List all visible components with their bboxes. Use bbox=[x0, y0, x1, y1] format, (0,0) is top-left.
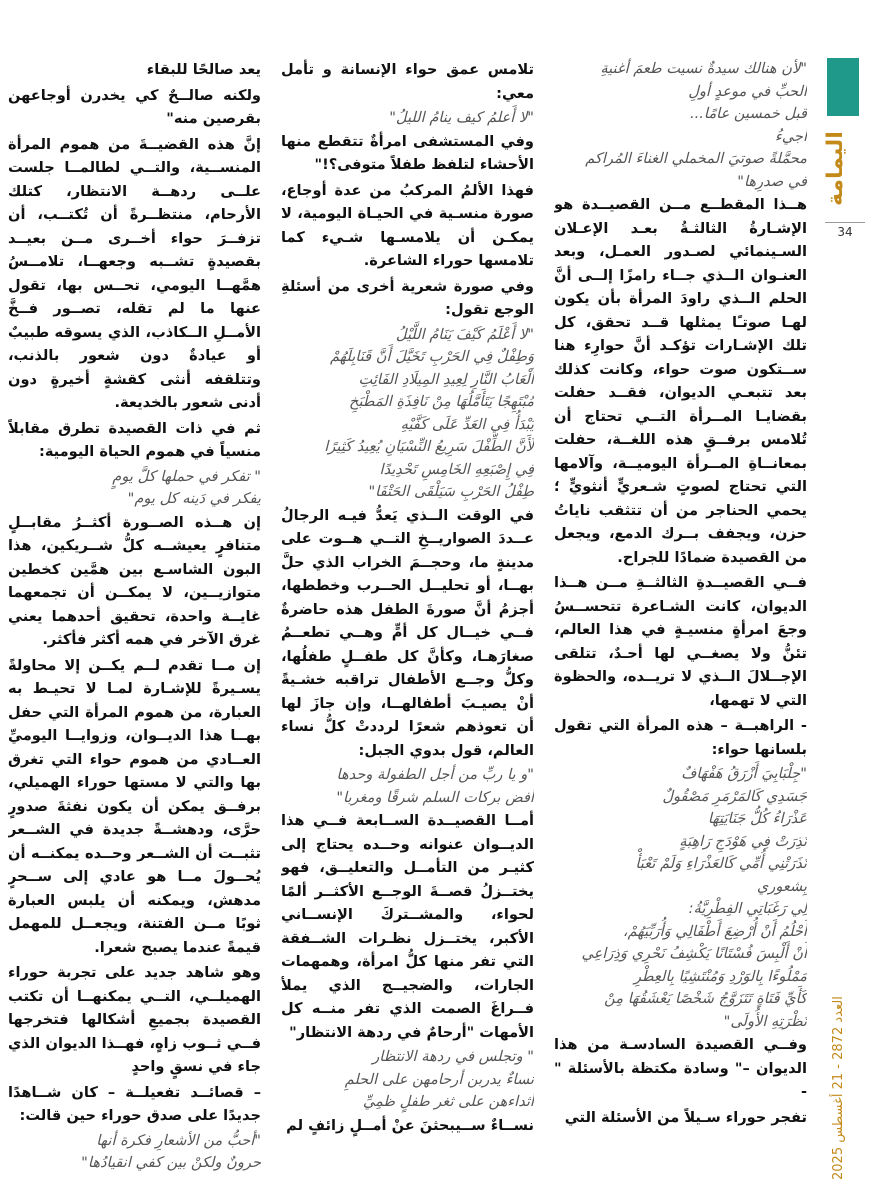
article-paragraph: وفي صورة شعرية أخرى من أسئلةِ الوجع تقول: bbox=[281, 277, 534, 318]
poem-line: طِفْلُ الحَرْبِ سَيَلْقَى الحَتْفَا" bbox=[368, 483, 534, 500]
poem-line: جَسَدِي كَالمَرْمَرِ مَصْقُولٌ bbox=[662, 787, 807, 805]
poem-line: "أحبُّ من الأشعارِ فكرة أنها bbox=[96, 1131, 261, 1149]
poem-line: قبل خمسين عامًا... bbox=[689, 105, 807, 122]
poem-line: " وتجلس في ردهة الانتظار bbox=[372, 1048, 534, 1065]
poem-line: "لا أَعْلَمُ كَيْفَ يَنَامُ اللَّيْلُ bbox=[395, 325, 534, 343]
poem-line: نَظْرَتِهِ الأُولَى" bbox=[723, 1012, 807, 1030]
article-paragraph: في الوقت الــذي يَعدُّ فيـه الرجالُ عــددَ الصواريــخِ التــي هــوت على مدينةٍ ما، وحجــمَ الخراب الذي حلَّ بهــا، أو تحليــل الحــرب وخططها، أجزمُ أنَّ صورةَ الطفل هذه حاضرةٌ فــي خيــال كل أمٍّ وهــي تطعــمُ صغارَهـا، وكأنَّ كل طفــلٍ طفلُها، وكلُّ وجــع الأطفال تراقبه خشـيةً أنْ يصيـبَ أطفالهــا، وإن جازَ لها أن تعوذهم شعرًا لرددتْ كلُّ نساء العالم، قول بدوي الجبل: bbox=[281, 506, 534, 759]
article-paragraph: هــذا المقطــع مــن القصيــدة هو الإشـارةُ الثالثـةُ بعـد الإعـلان السـينمائي لصـدور العمـل، وبعد العنـوان الــذي جــاء رامزًا إلــى أنَّ الحلم الــذي راودَ المرأة بأن يكون لهـا صوتـًا يمثلها قــد تحقق، كل تلك الإشـارات تؤكـد أنَّ حوارِء هنا ســتكون صوت حواء، وكانت كذلك بعد تتبعـي الديوان، فقــد حفلت بقضايـا المــرأة التــي تحتاج أن تُلامس برفــقٍ هذه اللغــة، حفلت بمعانــاةِ المــرأة اليوميــة، وآلامها التي تحتاج لصوتٍ شـعريٍّ أنثويٍّ ؛ يحمي الحناجر من أن تتثقب ناياتُ حزن، ويجفف بــرك الدمع، ويجعل من القصيدة ضمادًا للجراح. bbox=[554, 196, 807, 566]
poem-line: يَبْدَأُ فِي العَدِّ عَلَى كَفَّيْهِ bbox=[400, 415, 534, 433]
poem-line: كَأَيِّ فَتَاةٍ تَتَزَوَّجُ شَخْصًا يَعْشَقُهَا مِنْ bbox=[604, 990, 807, 1007]
poem-line: نُذِرَتْ فِي هَوْدَجِ رَاهِبَةٍ bbox=[679, 832, 807, 850]
article-columns bbox=[7, 58, 807, 1178]
poem-line: "لأن هنالك سيدةٌ نسيت طعمَ أغنيةِ bbox=[600, 60, 807, 77]
column-right bbox=[554, 58, 807, 1178]
article-paragraph: وفــي القصيدة السادسـة من هذا الديوان –" وسادة مكتظة بالأسئلة " - bbox=[554, 1036, 807, 1100]
article-paragraph: - الراهبــة – هذه المرأة التي تقول بلسانها حواء: bbox=[554, 717, 807, 758]
poem-line: أَحْلُمُ أَنْ أُرْضِعَ أَطْفَالِي وَأُرَبِّيَهُمْ، bbox=[622, 922, 807, 940]
poem-line: لِي رَغَبَاتِي الفِطْرِيَّةُ: bbox=[688, 900, 807, 917]
article-paragraph: يعد صالحًا للبقاء bbox=[146, 61, 261, 78]
article-paragraph: فهذا الألمُ المركبُ من عدة أوجاع، صورة منسـية في الحيـاة اليومية، لا يمكـن أن يلامسـها شـيء كما تلامسها حوراء الشاعرة. bbox=[281, 181, 534, 269]
poem-line: أَنْ أَلْبِسَ فُسْتَانًا يَكْشِفُ نَحْرِي وَذِرَاعِي bbox=[581, 945, 807, 962]
page-number: 34 bbox=[825, 222, 865, 239]
poem-line: بِشعوري bbox=[756, 877, 807, 895]
article-paragraph: تلامس عمق حواء الإنسانة و تأمل معي: bbox=[281, 61, 534, 102]
poem-line: الحبِّ في موعدٍ أولِ bbox=[688, 82, 807, 100]
poem-line: "لا أَعلمُ كيف ينامُ الليلُ" bbox=[389, 109, 534, 126]
poem-line: "و يا ربِّ من أجل الطفولة وحدها bbox=[336, 766, 534, 783]
column-left bbox=[8, 58, 261, 1178]
brand-color-block bbox=[827, 58, 859, 116]
poem-line: مَمْلُوءًا بِالوَرْدِ وَمُنْتَشِيًا بِالعِطْرِ bbox=[633, 967, 807, 985]
poem-line: في صدرِها" bbox=[737, 172, 807, 190]
poem-line: أفض بركات السلم شرقًا ومغربا" bbox=[336, 788, 534, 806]
article-paragraph: نســاءٌ ســيبحثنَ عنْ أمــلٍ زائفٍ لم bbox=[286, 1116, 534, 1134]
magazine-logo: اليمامة bbox=[823, 131, 848, 207]
poem-line: "جِلْبَابِيَ أَزْرَقُ هَفْهَافٌ bbox=[681, 765, 807, 782]
poem-line: وَطِفْلٌ فِي الحَرْبِ تَخَيَّلَ أَنَّ قَنَابِلَهُمْ bbox=[329, 348, 534, 365]
poem-line: أَلْعَابُ النَّارِ لِعِيدِ المِيلَادِ الفَائِتِ bbox=[358, 370, 534, 388]
article-paragraph: وفي المستشفى امرأةٌ تتقطع منها الأحشاء لتلفظ طفلاً متوفى؟!" bbox=[281, 132, 534, 173]
article-paragraph: – قصائــد تفعيلــة – كان شــاهدًا جديدًا على صدق حوراء حين قالت: bbox=[8, 1083, 261, 1124]
article-paragraph: فــي القصيــدةِ الثالثــةِ مــن هــذا الديوان، كانت الشـاعرة تتحســسُ وجعَ امرأةٍ منسيـةٍ في هذا العالم، تئنُّ ولا يصغــي لها أحـدٌ، تتلقى الإجــلالَ الــذي لا تريــده، والحظوة التي لا تهمها، bbox=[554, 574, 807, 709]
poem-line: نساءٌ يدربن أرحامهن على الحلمِ bbox=[344, 1070, 534, 1088]
poem-line: أثداءهن على ثغر طفلٍ ظمِيِّ bbox=[362, 1093, 534, 1110]
issue-info: العدد 2872 - 21 أغسطس 2025 bbox=[831, 996, 846, 1180]
poem-line: عَذْرَاءُ كُلُّ جَنَايَتِهَا bbox=[707, 810, 807, 827]
poem-line: لَأَنَّ الطِّفْلَ سَرِيعُ النِّسْيَانِ يُعِيدُ كَثِيرًا bbox=[324, 438, 534, 455]
article-paragraph: إنَّ هذه القضيــةَ من هموم المرأة المنســية، والتــي لطالمــا جلست علــى ردهــة الانتظار، كتلك الأرحام، منتظــرةً أن تُكتــب، أن تزفــرَ حواء أخــرى مــن بعيــد بقصيدةٍ تشــبه وجعهــا، تلامــسُ همَّهــا اليومي، تحــس بها، تقول عنها ما لم تقله، تصــور فــخَّ الأمــلِ الــكاذب، الذي يسوقه طبيبٌ أو عيادةٌ دون شعور بالذنب، وتتلقفه أنثى كقشةٍ أخيرةٍ دون أدنى شعور بالخديعة. bbox=[8, 135, 261, 411]
page-sidebar bbox=[815, 0, 873, 1200]
poem-line: فِي إِصْبَعِهِ الخَامِسِ تَحْدِيدًا bbox=[379, 460, 534, 478]
poem-line: مُبْتَهِجًا يَتَأَمَّلُهَا مِنْ نَافِذَةِ المَطْبَخِ bbox=[349, 393, 534, 410]
article-paragraph: تفجر حوراء سـيلاً من الأسئلة التي bbox=[564, 1108, 807, 1126]
article-paragraph: ثم في ذات القصيدة تطرق مقابلاً منسياً في هموم الحياة اليومية: bbox=[8, 419, 261, 460]
article-paragraph: ولكنه صالــحٌ كي يخدرن أوجاعهن بقرصين منه" bbox=[8, 86, 261, 127]
poem-line: يفكر في دَينه كل يوم" bbox=[127, 490, 261, 507]
poem-line: نَذَرَتْنِي أُمِّي كَالعَذْرَاءِ وَلَمْ تَعْبَأْ bbox=[635, 855, 807, 872]
article-paragraph: أمــا القصيــدة الســابعة فــي هذا الديــوان عنوانه وحــده يحتاج إلى كثيـر من التأمــل والتعليــق، فهو يختــزلُ قصــةَ الوجــع الأكثــر ألمًا لحواء، والمشــتركَ الإنســاني الأكبر، يختــزل نظـرات الشــفقة التي تفر منها كلُّ امرأة، وهمهمات الجارات، والضجيــج الذي يملأ فــراغَ الصمت الذي تفر منــه كل الأمهات "أرحامٌ في ردهة الانتظار" bbox=[281, 812, 534, 1041]
poem-line: أجيءُ bbox=[774, 127, 807, 145]
article-paragraph: إن مــا تقدم لــم يكــن إلا محاولةً يسـيرةً للإشـارة لمـا لا تحيـط به العبارة، من هموم المرأة التي حفل بهــا هذا الديــوان، وزوايــا اليوميِّ العــادي من هموم حواء التي تغرق بها والتي لا مستها حوراء الهميلي، برفــق يمكن أن يكون نفثةَ صدورٍ حرَّى، ودهشــةً جديدة في الشــعر تثبــت أن الشــعر وحــده يمكنــه أن يُحــولَ مــا هو عادي إلى ســحرٍ مدهش، ويمكنه أن يلبس العبارة ثوبًا مــن الفتنة، ويجعــل للمهمل قيمةً عندما يصبح شعرا. bbox=[8, 656, 261, 956]
poem-line: محمَّلةً صوتيَ المخملي الغناءَ المُراكم bbox=[585, 150, 807, 167]
article-paragraph: إن هــذه الصــورة أكثــرُ مقابــلٍ متنافرٍ يعيشــه كلُّ شــريكين، هذا البون الشاسـع بين همَّين كخطين متوازيــين، لا يمكــن أن تجمعهما غايــة واحدة، تحقيق أحدهما يعني غرق الآخر في همه أكثر فأكثر. bbox=[8, 513, 261, 648]
poem-line: حرونٌ ولكنْ بين كفي انقيادُها" bbox=[81, 1154, 261, 1171]
poem-line: " تفكر في حملها كلَّ يومٍ bbox=[112, 467, 261, 485]
column-middle bbox=[281, 58, 534, 1178]
article-paragraph: وهو شاهد جديد على تجربة حوراء الهميلــي، التــي يمكنهــا أن تكتب القصيدة بجميعِ أشكالها فتخرجها فــي ثــوب زاهٍ، فهــذا الديوان الذي جاء في نسقٍ واحدٍ bbox=[8, 964, 261, 1075]
